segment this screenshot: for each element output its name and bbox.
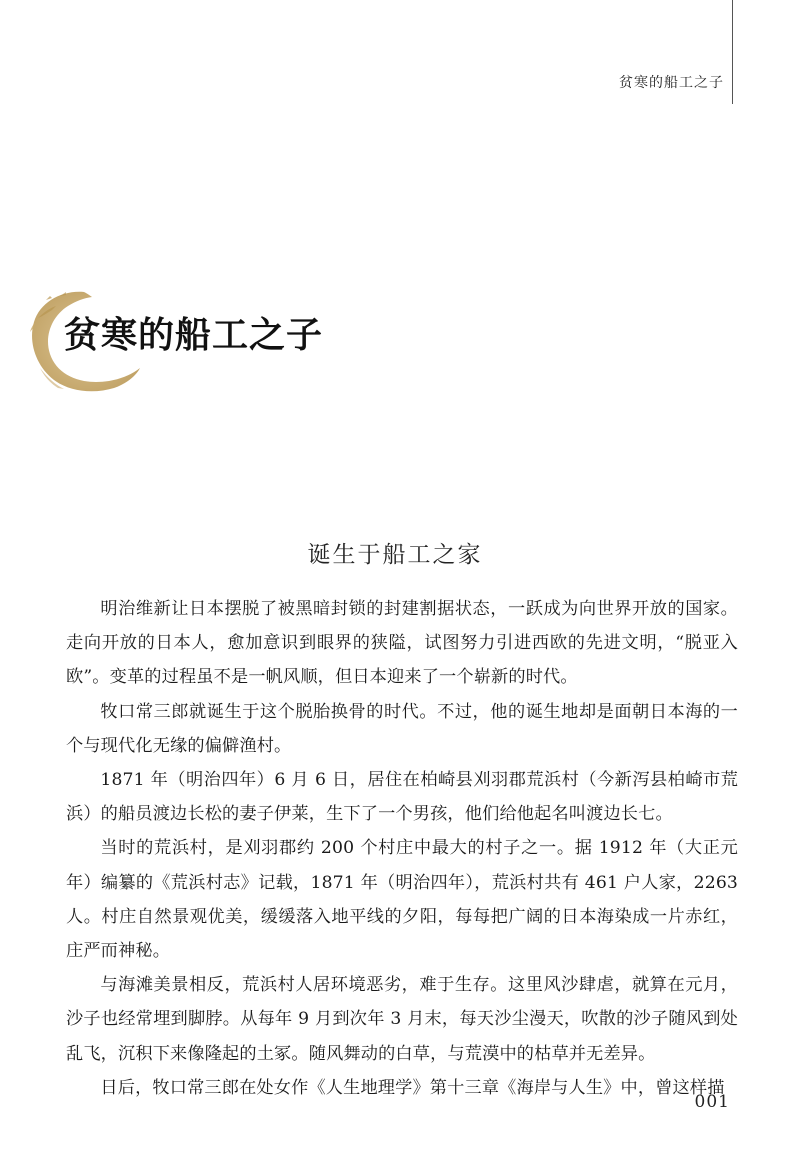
paragraph: 日后，牧口常三郎在处女作《人生地理学》第十三章《海岸与人生》中，曾这样描 (100, 1077, 725, 1098)
body-text (66, 592, 738, 1105)
page-number: 001 (694, 1092, 730, 1112)
section-title: 诞生于船工之家 (307, 542, 483, 568)
paragraph: 1871 年（明治四年）6 月 6 日，居住在柏崎县刈羽郡荒浜村（今新泻县柏崎市荒浜）的船员渡边长松的妻子伊莱，生下了一个男孩，他们给他起名叫渡边长七。 (66, 770, 738, 825)
paragraph: 牧口常三郎就诞生于这个脱胎换骨的时代。不过，他的诞生地却是面朝日本海的一个与现代化无缘的偏僻渔村。 (66, 701, 738, 756)
paragraph: 当时的荒浜村，是刈羽郡约 200 个村庄中最大的村子之一。据 1912 年（大正元年）编纂的《荒浜村志》记载，1871 年（明治四年），荒浜村共有 461 户人家，2263 人。村庄自然景观优美，缓缓落入地平线的夕阳，每每把广阔的日本海染成一片赤红，庄严而神秘。 (66, 838, 738, 962)
paragraph: 与海滩美景相反，荒浜村人居环境恶劣，难于生存。这里风沙肆虐，就算在元月，沙子也经常埋到脚脖。从每年 9 月到次年 3 月末，每天沙尘漫天，吹散的沙子随风到处乱飞，沉积下来像隆起的土冢。随风舞动的白草，与荒漠中的枯草并无差异。 (66, 975, 738, 1064)
running-header: 贫寒的船工之子 (619, 75, 724, 91)
header-divider (732, 0, 733, 104)
paragraph: 明治维新让日本摆脱了被黑暗封锁的封建割据状态，一跃成为向世界开放的国家。走向开放的日本人，愈加意识到眼界的狭隘，试图努力引进西欧的先进文明，“脱亚入欧”。变革的过程虽不是一帆风顺，但日本迎来了一个崭新的时代。 (66, 599, 738, 688)
chapter-title: 贫寒的船工之子 (64, 314, 324, 356)
